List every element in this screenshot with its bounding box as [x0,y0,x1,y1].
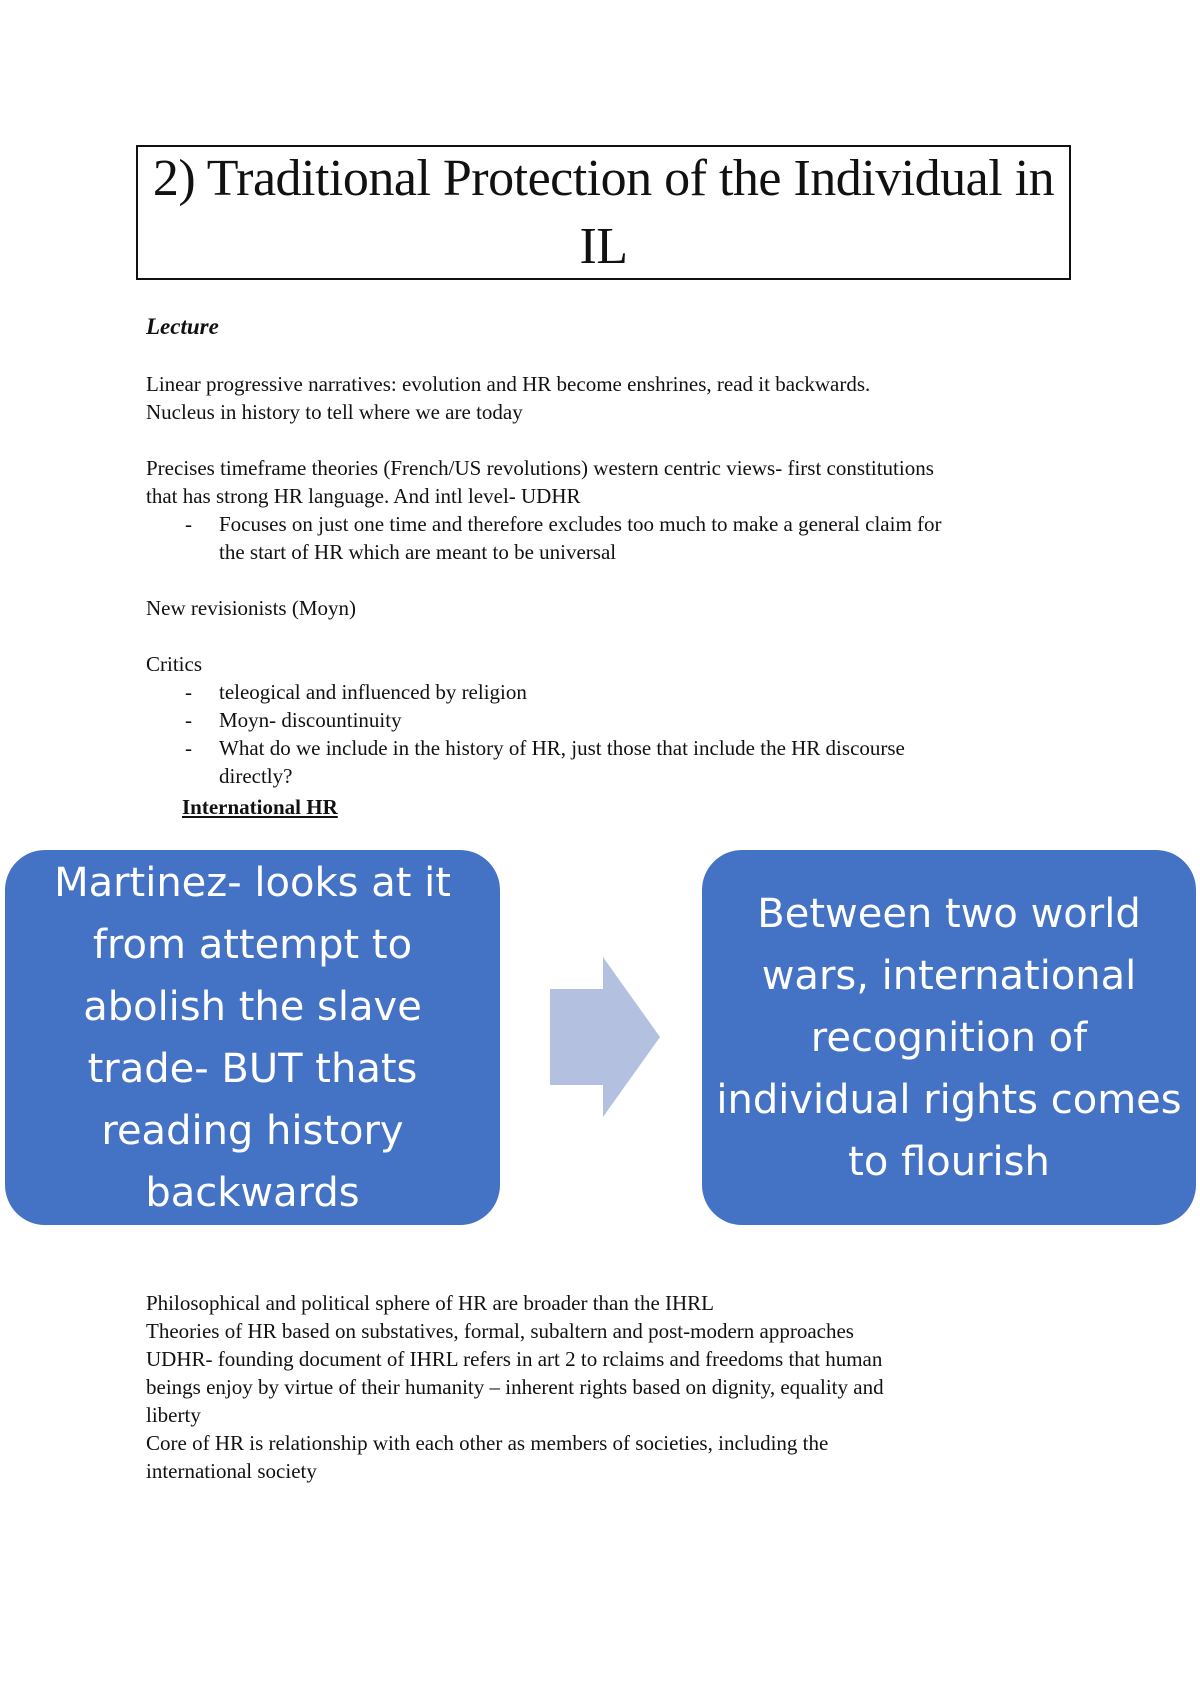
bullet-dash: - [185,680,192,704]
critics-bullet-list [146,678,1046,790]
bullet-text: What do we include in the history of HR, just those that include the HR discourse directly? [219,736,905,788]
lecture-heading: Lecture [146,314,219,339]
text-line: Critics [146,652,202,676]
text-line: beings enjoy by virtue of their humanity – inherent rights based on dignity, equality and [146,1375,884,1399]
text-line: Focuses on just one time and therefore excludes too much to make a general claim for [219,512,942,536]
list-item [146,510,942,566]
list-item [146,706,1046,734]
text-line: UDHR- founding document of IHRL refers in art 2 to rclaims and freedoms that human [146,1347,883,1371]
text-line: Linear progressive narratives: evolution and HR become enshrines, read it backwards. [146,372,871,396]
bullet-text: Moyn- discountinuity [219,708,402,732]
list-item [146,678,1046,706]
text-line: Theories of HR based on substatives, formal, subaltern and post-modern approaches [146,1319,854,1343]
page-title: 2) Traditional Protection of the Individual in IL [152,149,1055,275]
bullet-dash: - [185,708,192,732]
diagram-box-martinez [5,850,500,1225]
subheading-international-hr: International HR [182,795,338,819]
paragraph-new-revisionists [146,594,356,622]
diagram-box-text: Martinez- looks at it from attempt to abolish the slave trade- BUT thats reading history backwards [54,859,451,1216]
text-line: the start of HR which are meant to be universal [219,540,617,564]
text-line: Philosophical and political sphere of HR are broader than the IHRL [146,1291,715,1315]
list-item [146,734,1046,790]
right-arrow-icon [550,957,660,1117]
paragraph-closing [146,1289,884,1485]
arrow-shape [550,957,660,1117]
diagram-box-world-wars [702,850,1196,1225]
text-line: Precises timeframe theories (French/US revolutions) western centric views- first constitutions [146,456,934,480]
text-line: international society [146,1459,317,1483]
bullet-list [146,510,942,566]
bullet-dash: - [185,512,192,536]
paragraph-critics [146,650,1046,790]
text-line: Core of HR is relationship with each other as members of societies, including the [146,1431,829,1455]
diagram-box-text: Between two world wars, international recognition of individual rights comes to flourish [716,890,1182,1185]
text-line: New revisionists (Moyn) [146,596,356,620]
text-line: that has strong HR language. And intl level- UDHR [146,484,581,508]
bullet-dash: - [185,736,192,760]
bullet-text: teleogical and influenced by religion [219,680,527,704]
text-line: liberty [146,1403,201,1427]
paragraph-linear-narratives [146,370,870,426]
paragraph-timeframe-theories [146,454,942,566]
title-box [136,145,1071,280]
text-line: Nucleus in history to tell where we are today [146,400,523,424]
